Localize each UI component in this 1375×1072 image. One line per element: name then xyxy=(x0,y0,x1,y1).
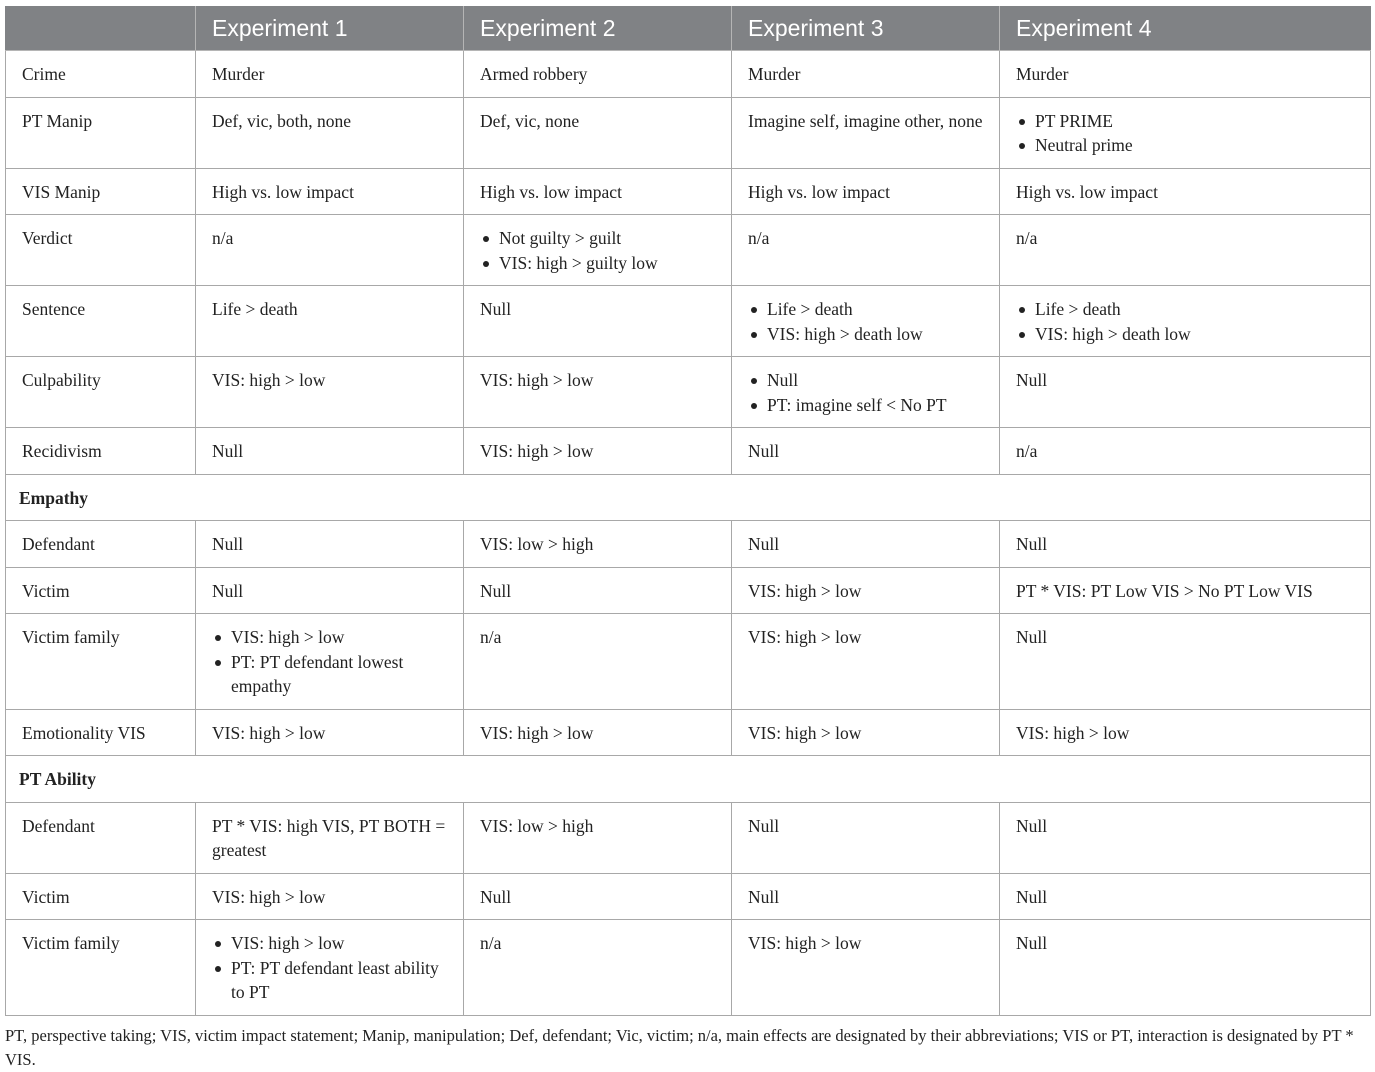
table-cell xyxy=(732,51,1000,98)
table-cell xyxy=(196,97,464,168)
table-cell xyxy=(1000,286,1371,357)
cell-text: Null xyxy=(1016,627,1048,647)
bullet-list xyxy=(212,931,447,1005)
header-row xyxy=(6,6,1371,51)
table-row xyxy=(6,614,1371,710)
table-cell xyxy=(196,521,464,568)
cell-text: VIS: high > low xyxy=(748,933,862,953)
cell-text: Murder xyxy=(1016,64,1069,84)
table-cell xyxy=(732,521,1000,568)
table-cell xyxy=(464,802,732,873)
table-cell xyxy=(1000,357,1371,428)
section-heading: PT Ability xyxy=(6,756,1371,803)
table-cell xyxy=(1000,428,1371,475)
table-cell xyxy=(196,51,464,98)
bullet-item: Neutral prime xyxy=(1016,133,1354,158)
row-label: Victim xyxy=(6,567,196,614)
bullet-item: Null xyxy=(748,368,983,393)
bullet-item: VIS: high > low xyxy=(212,931,447,956)
bullet-item: Life > death xyxy=(748,297,983,322)
row-label: Victim xyxy=(6,873,196,920)
table-row xyxy=(6,168,1371,215)
header-experiment-1: Experiment 1 xyxy=(196,6,464,51)
cell-text: PT * VIS: high VIS, PT BOTH = greatest xyxy=(212,815,446,860)
row-label: Victim family xyxy=(6,920,196,1016)
row-label: Recidivism xyxy=(6,428,196,475)
bullet-list xyxy=(212,625,447,699)
cell-text: Life > death xyxy=(212,299,298,319)
table-cell xyxy=(196,873,464,920)
table-cell xyxy=(464,873,732,920)
cell-text: VIS: high > low xyxy=(480,370,594,390)
cell-text: n/a xyxy=(1016,228,1038,248)
cell-text: Null xyxy=(480,580,512,601)
bullet-list xyxy=(748,297,983,346)
table-cell xyxy=(196,286,464,357)
table-cell xyxy=(464,567,732,614)
bullet-item: VIS: high > death low xyxy=(748,322,983,347)
table-row xyxy=(6,920,1371,1016)
cell-text: Armed robbery xyxy=(480,64,588,84)
section-row xyxy=(6,474,1371,521)
table-cell xyxy=(196,802,464,873)
bullet-item: VIS: high > death low xyxy=(1016,322,1354,347)
cell-text: PT * VIS: PT Low VIS > No PT Low VIS xyxy=(1016,580,1313,601)
table-cell xyxy=(732,428,1000,475)
cell-text: Null xyxy=(212,441,244,461)
bullet-item: PT: PT defendant lowest empathy xyxy=(212,650,447,699)
cell-text: VIS: high > low xyxy=(748,580,862,601)
table-cell xyxy=(732,709,1000,756)
table-cell xyxy=(464,357,732,428)
cell-text: VIS: low > high xyxy=(480,815,594,836)
row-label: Verdict xyxy=(6,215,196,286)
results-table-container xyxy=(5,6,1370,1072)
cell-text: Null xyxy=(1016,815,1048,836)
table-cell xyxy=(1000,802,1371,873)
table-cell xyxy=(464,614,732,710)
cell-text: Null xyxy=(1016,886,1048,907)
table-cell xyxy=(464,709,732,756)
cell-text: VIS: low > high xyxy=(480,534,594,554)
table-cell xyxy=(732,215,1000,286)
section-row xyxy=(6,756,1371,803)
table-cell xyxy=(732,614,1000,710)
row-label: Sentence xyxy=(6,286,196,357)
header-experiment-2: Experiment 2 xyxy=(464,6,732,51)
table-cell xyxy=(732,567,1000,614)
table-cell xyxy=(464,521,732,568)
table-cell xyxy=(1000,709,1371,756)
cell-text: VIS: high > low xyxy=(480,441,594,461)
bullet-item: PT PRIME xyxy=(1016,109,1354,134)
cell-text: n/a xyxy=(748,228,770,248)
row-label: PT Manip xyxy=(6,97,196,168)
bullet-item: Not guilty > guilt xyxy=(480,226,715,251)
header-experiment-3: Experiment 3 xyxy=(732,6,1000,51)
table-cell xyxy=(1000,920,1371,1016)
cell-text: Null xyxy=(1016,534,1048,554)
header-cell-blank xyxy=(6,6,196,51)
table-cell xyxy=(732,802,1000,873)
cell-text: Null xyxy=(212,534,244,554)
row-label: Defendant xyxy=(6,521,196,568)
table-row xyxy=(6,51,1371,98)
table-row xyxy=(6,567,1371,614)
table-footnote: PT, perspective taking; VIS, victim impact statement; Manip, manipulation; Def, defendant; Vic, victim; n/a, main effects are designated by their abbreviations; VIS or PT, interaction is designated by PT * VIS. xyxy=(5,1025,1354,1069)
table-cell xyxy=(196,168,464,215)
table-cell xyxy=(1000,51,1371,98)
table-cell xyxy=(464,920,732,1016)
table-cell xyxy=(196,428,464,475)
table-cell xyxy=(464,168,732,215)
table-row xyxy=(6,286,1371,357)
table-cell xyxy=(1000,873,1371,920)
cell-text: VIS: high > low xyxy=(212,886,326,907)
cell-text: Null xyxy=(748,815,780,836)
cell-text: VIS: high > low xyxy=(480,722,594,743)
cell-text: Null xyxy=(480,299,512,319)
table-cell xyxy=(732,920,1000,1016)
table-cell xyxy=(196,614,464,710)
cell-text: n/a xyxy=(480,627,502,647)
table-cell xyxy=(732,168,1000,215)
table-row xyxy=(6,873,1371,920)
table-row xyxy=(6,802,1371,873)
bullet-item: Life > death xyxy=(1016,297,1354,322)
cell-text: Murder xyxy=(748,64,801,84)
bullet-item: VIS: high > guilty low xyxy=(480,251,715,276)
cell-text: High vs. low impact xyxy=(748,181,890,202)
table-cell xyxy=(732,357,1000,428)
cell-text: Def, vic, both, none xyxy=(212,110,351,131)
cell-text: VIS: high > low xyxy=(1016,722,1130,743)
row-label: Culpability xyxy=(6,357,196,428)
cell-text: Null xyxy=(748,886,780,907)
table-row xyxy=(6,709,1371,756)
table-row xyxy=(6,215,1371,286)
cell-text: Null xyxy=(480,886,512,907)
row-label: Defendant xyxy=(6,802,196,873)
table-row xyxy=(6,428,1371,475)
table-cell xyxy=(196,567,464,614)
cell-text: Null xyxy=(748,534,780,554)
cell-text: n/a xyxy=(480,933,502,953)
cell-text: n/a xyxy=(1016,441,1038,461)
cell-text: VIS: high > low xyxy=(212,370,326,390)
table-cell xyxy=(1000,215,1371,286)
cell-text: Null xyxy=(212,580,244,601)
cell-text: Null xyxy=(748,441,780,461)
table-cell xyxy=(1000,614,1371,710)
table-cell xyxy=(1000,567,1371,614)
table-cell xyxy=(732,286,1000,357)
cell-text: Null xyxy=(1016,933,1048,953)
table-body xyxy=(6,51,1371,1016)
table-row xyxy=(6,521,1371,568)
bullet-item: VIS: high > low xyxy=(212,625,447,650)
table-cell xyxy=(196,215,464,286)
table-cell xyxy=(464,51,732,98)
table-cell xyxy=(464,97,732,168)
table-cell xyxy=(1000,168,1371,215)
bullet-list xyxy=(748,368,983,417)
table-cell xyxy=(464,286,732,357)
cell-text: High vs. low impact xyxy=(480,181,622,202)
cell-text: Murder xyxy=(212,64,265,84)
cell-text: VIS: high > low xyxy=(212,722,326,743)
table-cell xyxy=(1000,521,1371,568)
table-cell xyxy=(196,357,464,428)
row-label: VIS Manip xyxy=(6,168,196,215)
table-cell xyxy=(732,97,1000,168)
cell-text: n/a xyxy=(212,228,234,248)
cell-text: Def, vic, none xyxy=(480,110,580,131)
table-cell xyxy=(196,709,464,756)
cell-text: VIS: high > low xyxy=(748,722,862,743)
bullet-list xyxy=(1016,297,1354,346)
table-cell xyxy=(464,215,732,286)
cell-text: High vs. low impact xyxy=(1016,181,1158,202)
cell-text: Imagine self, imagine other, none xyxy=(748,110,983,131)
table-cell xyxy=(732,873,1000,920)
cell-text: VIS: high > low xyxy=(748,627,862,647)
bullet-item: PT: PT defendant least ability to PT xyxy=(212,956,447,1005)
table-row xyxy=(6,357,1371,428)
cell-text: High vs. low impact xyxy=(212,181,354,202)
row-label: Emotionality VIS xyxy=(6,709,196,756)
row-label: Crime xyxy=(6,51,196,98)
table-cell xyxy=(196,920,464,1016)
header-experiment-4: Experiment 4 xyxy=(1000,6,1371,51)
table-row xyxy=(6,97,1371,168)
row-label: Victim family xyxy=(6,614,196,710)
bullet-list xyxy=(1016,109,1354,158)
table-cell xyxy=(1000,97,1371,168)
bullet-list xyxy=(480,226,715,275)
results-table xyxy=(5,6,1371,1016)
section-heading: Empathy xyxy=(6,474,1371,521)
cell-text: Null xyxy=(1016,370,1048,390)
table-cell xyxy=(464,428,732,475)
bullet-item: PT: imagine self < No PT xyxy=(748,393,983,418)
